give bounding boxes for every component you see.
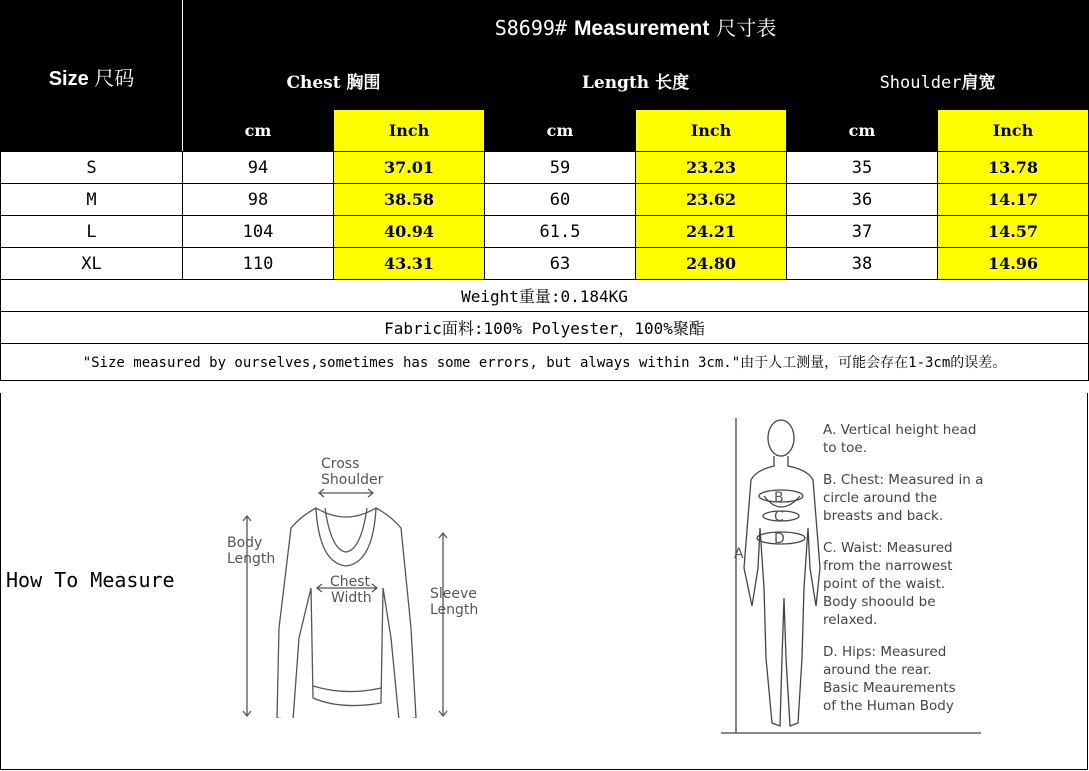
size-cell: M: [1, 184, 183, 216]
unit-cm-header: cm: [787, 110, 938, 152]
note-a: A. Vertical height head to toe.: [823, 422, 977, 456]
chest-cm-cell: 94: [183, 152, 334, 184]
length-inch-cell: 24.80: [636, 248, 787, 280]
body-label-b: B: [774, 490, 784, 506]
table-row: [1, 152, 1089, 184]
size-chart-table: [0, 0, 1089, 381]
measurement-notes: [823, 421, 983, 729]
note-d: D. Hips: Measured around the rear. Basic Meaurements of the Human Body: [823, 644, 956, 714]
table-title: S8699# Measurement 尺寸表: [183, 1, 1089, 52]
note-b: B. Chest: Measured in a circle around the breasts and back.: [823, 472, 984, 524]
body-length-label-1: Body: [227, 535, 263, 551]
chest-inch-cell: 43.31: [334, 248, 485, 280]
chest-width-label-2: Width: [331, 590, 372, 606]
sleeve-length-label-1: Sleeve: [430, 586, 477, 602]
length-header: Length 长度: [485, 52, 787, 110]
note-c: C. Waist: Measured from the narrowest point of the waist. Body shoould be relaxed.: [823, 540, 953, 628]
unit-cm-header: cm: [485, 110, 636, 152]
size-cell: L: [1, 216, 183, 248]
shoulder-cm-cell: 37: [787, 216, 938, 248]
shoulder-inch-cell: 14.17: [938, 184, 1089, 216]
unit-inch-header: Inch: [938, 110, 1089, 152]
body-label-a: A: [734, 546, 744, 562]
table-row: [1, 216, 1089, 248]
chest-cm-cell: 98: [183, 184, 334, 216]
size-header: Size 尺码: [1, 1, 183, 152]
body-length-label-2: Length: [227, 551, 276, 567]
chest-width-label-1: Chest: [330, 574, 371, 590]
chest-inch-cell: 37.01: [334, 152, 485, 184]
unit-cm-header: cm: [183, 110, 334, 152]
length-cm-cell: 61.5: [485, 216, 636, 248]
how-to-measure-section: [0, 393, 1088, 770]
shoulder-inch-cell: 13.78: [938, 152, 1089, 184]
length-cm-cell: 59: [485, 152, 636, 184]
length-inch-cell: 23.62: [636, 184, 787, 216]
shoulder-cm-cell: 36: [787, 184, 938, 216]
length-cm-cell: 63: [485, 248, 636, 280]
chest-cm-cell: 104: [183, 216, 334, 248]
shoulder-cm-cell: 35: [787, 152, 938, 184]
shoulder-header: Shoulder肩宽: [787, 52, 1089, 110]
sweater-diagram: [221, 448, 491, 718]
error-note-row: "Size measured by ourselves,sometimes has some errors, but always within 3cm."由于人工测量，可能会存在1-3cm的误差。: [1, 344, 1089, 381]
cross-label-1: Cross: [321, 456, 360, 472]
table-row: [1, 184, 1089, 216]
sleeve-length-label-2: Length: [430, 602, 479, 618]
cross-label-2: Shoulder: [321, 472, 384, 488]
unit-inch-header: Inch: [636, 110, 787, 152]
chest-header: Chest 胸围: [183, 52, 485, 110]
fabric-row: Fabric面料:100% Polyester，100%聚酯: [1, 312, 1089, 344]
weight-row: Weight重量:0.184KG: [1, 280, 1089, 312]
length-inch-cell: 24.21: [636, 216, 787, 248]
chest-inch-cell: 38.58: [334, 184, 485, 216]
table-row: [1, 248, 1089, 280]
unit-inch-header: Inch: [334, 110, 485, 152]
body-label-d: D: [774, 531, 785, 547]
shoulder-cm-cell: 38: [787, 248, 938, 280]
chest-cm-cell: 110: [183, 248, 334, 280]
length-inch-cell: 23.23: [636, 152, 787, 184]
size-cell: XL: [1, 248, 183, 280]
shoulder-inch-cell: 14.96: [938, 248, 1089, 280]
length-cm-cell: 60: [485, 184, 636, 216]
size-cell: S: [1, 152, 183, 184]
how-to-measure-heading: How To Measure: [6, 568, 175, 592]
body-label-c: C: [774, 509, 784, 525]
shoulder-inch-cell: 14.57: [938, 216, 1089, 248]
chest-inch-cell: 40.94: [334, 216, 485, 248]
